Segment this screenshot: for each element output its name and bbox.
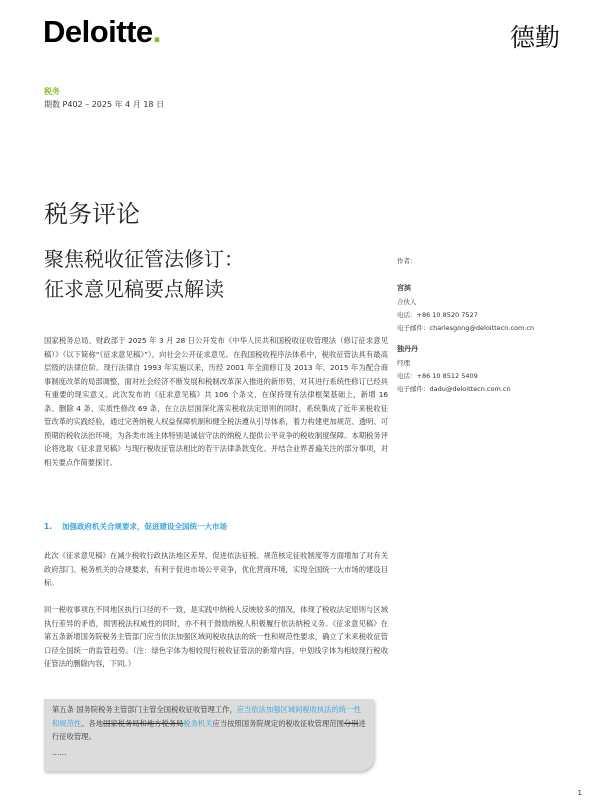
section-heading: [44, 521, 227, 532]
author-name: 独丹丹: [397, 345, 418, 353]
author-card: [397, 283, 587, 332]
author-title: 经理: [397, 359, 410, 367]
quote-ellipsis: ……: [52, 747, 67, 757]
author-sidebar: [397, 256, 587, 405]
quote-added-text: 税务机关: [183, 718, 213, 728]
article-subtitle: [44, 244, 374, 304]
quote-text: 进行征收管理。: [52, 718, 366, 741]
quote-deleted-text: 分别: [343, 718, 359, 728]
deloitte-logo-cn: 德勤: [509, 23, 560, 52]
section-number: 1.: [44, 522, 53, 531]
body-paragraph: 同一税收事项在不同地区执行口径的不一致，是实践中纳税人反映较多的情况，体现了税收法定原则与区域执行差异的矛盾，损害税法权威性的同时，亦不利于鼓励纳税人积极履行依法纳税义务。《征求意见稿》在第五条新增国务院税务主管部门应当依法加强区域间税收执法的统一性和规范性要求，确立了未来税收征管口径全国统一的监管趋势。（注：绿色字体为相较现行税收征管法的新增内容，中划线字体为相较现行税收征管法的删除内容，下同。）: [44, 605, 388, 668]
quote-text: 应当按照国务院规定的税收征收管理范围: [212, 718, 344, 728]
author-name: 宫滨: [397, 284, 411, 292]
intro-paragraph: 国家税务总局、财政部于 2025 年 3 月 28 日公开发布《中华人民共和国税收征收管理法（修订征求意见稿）》（以下简称“《征求意见稿》”），向社会公开征求意见。在我国税收程序法体系中，税收征管法具有最高层级的法律位阶。现行法律自 1993 年实施以来，历经 2001 年全面修订及 2013 年、2015 年为配合商事制度改革的局部调整，面对社会经济不断发展和税制改革深入推进的新形势，对其进行系统性修订已经具有重要的现实意义。此次发布的《征求意见稿》共 106 个条文，在保持现有法律框架基础上，新增 16 条、删除 4 条、实质性修改 69 条，在立法层面深化落实税收法定原则的同时，系统集成了近年来税收征管改革的实践经验，通过完善纳税人权益保障机制和健全税法遵从引导体系，着力构建更加规范、透明、可预期的税收法治环境，为各类市场主体特别是诚信守法的纳税人提供公平竞争的税收制度保障。本期税务评论将选取《征求意见稿》与现行税收征管法相比的若干法律条款变化、并结合业界普遍关注的部分事项，对相关要点作简要探讨。: [44, 336, 388, 467]
body-paragraph: 此次《征求意见稿》在减少税收行政执法地区差异、促进依法征税、规范核定征收制度等方面增加了对有关政府部门、税务机关的合规要求，有利于促进市场公平竞争，优化营商环境，实现全国统一大市场的建设目标。: [44, 551, 388, 587]
category-label: 税务: [44, 87, 60, 96]
quote-deleted-text: 国家税务局和地方税务局: [103, 718, 184, 728]
issue-line: 期数 P402 – 2025 年 4 月 18 日: [44, 100, 165, 109]
page-title: 税务评论: [44, 200, 140, 229]
author-email[interactable]: 电子邮件：dadu@deloittecn.com.cn: [397, 385, 511, 393]
subtitle-line-1: 聚焦税收征管法修订：: [44, 247, 244, 271]
quote-added-text: 应当依法加强区域间税收执法的统一性和规范性: [52, 705, 361, 728]
section-heading-text: 加强政府机关合规要求，促进建设全国统一大市场: [62, 522, 227, 531]
subtitle-line-2: 征求意见稿要点解读: [44, 277, 224, 301]
law-article-quote: [44, 699, 374, 771]
author-email[interactable]: 电子邮件：charlesgong@deloittecn.com.cn: [397, 324, 535, 332]
authors-label: 作者：: [397, 257, 417, 265]
quote-text: 。各地: [81, 718, 104, 728]
author-title: 合伙人: [397, 298, 417, 306]
author-phone: 电话：+86 10 8520 7527: [397, 311, 478, 319]
deloitte-logo: Deloitte.: [43, 14, 161, 49]
page-number: 1: [577, 789, 582, 797]
quote-text: 第五条 国务院税务主管部门主管全国税收征收管理工作，: [52, 705, 237, 714]
author-card: [397, 344, 587, 393]
author-phone: 电话：+86 10 8512 5409: [397, 372, 478, 380]
